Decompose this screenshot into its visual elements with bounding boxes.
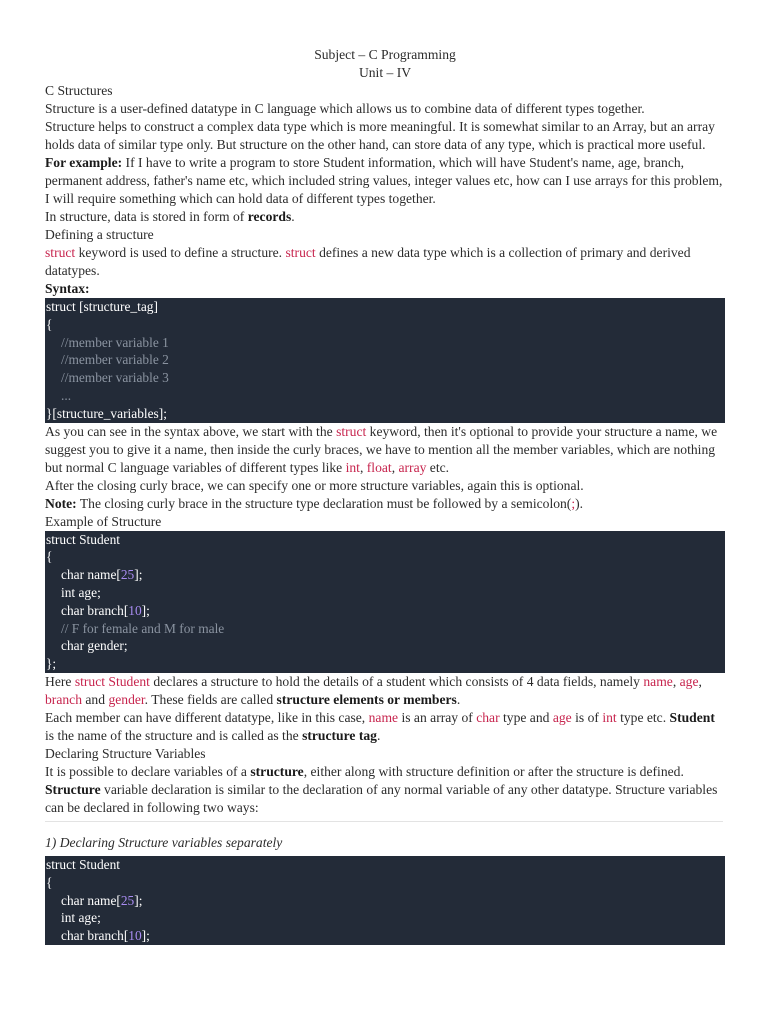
intro-paragraph-1: Structure is a user-defined datatype in C language which allows us to combine data of different types together. [45,101,645,116]
code-block-separate: struct Student { char name[25]; int age; char branch[10]; [45,856,725,945]
document-header [45,46,725,82]
members-paragraph: Here struct Student declares a structure to hold the details of a student which consists of 4 data fields, namely name, age, branch and gender. These fields are called structure elements or members. [45,673,702,707]
section-title: C Structures [45,83,113,98]
datatype-paragraph: Each member can have different datatype, like in this case, name is an array of char type and age is of int type etc. Student is the name of the structure and is called as the structure tag. [45,709,715,743]
subject-line: Subject – C Programming [314,47,456,62]
intro-paragraph-2: Structure helps to construct a complex data type which is more meaningful. It is somewhat similar to an Array, but an array holds data of similar type only. But structure on the other hand, can store data of any type, which is practical more useful. [45,119,715,152]
records-paragraph: In structure, data is stored in form of records. [45,209,295,224]
example-label: For example: [45,155,123,170]
variables-paragraph: After the closing curly brace, we can specify one or more structure variables, again this is optional. [45,477,584,493]
subheading-separately: 1) Declaring Structure variables separately [45,834,283,850]
declaring-paragraph: It is possible to declare variables of a structure, either along with structure definition or after the structure is defined. Structure variable declaration is similar to the declaration of any normal variable of any other datatype. Structure variables can be declared in following two ways: [45,763,718,815]
note-paragraph: Note: The closing curly brace in the structure type declaration must be followed by a semicolon(;). [45,495,584,511]
unit-line: Unit – IV [358,65,412,80]
syntax-label: Syntax: [45,281,90,296]
example-paragraph: For example: If I have to write a program to store Student information, which will have Student's name, age, branch, permanent address, father's name etc, which included string values, integer values etc, how can I use arrays for this problem, I will require something which can hold data of different types together. [45,155,723,206]
example-heading: Example of Structure [45,513,162,529]
define-paragraph: struct keyword is used to define a structure. struct defines a new data type which is a collection of primary and derived datatypes. [45,245,691,278]
code-block-example: struct Student { char name[25]; int age; char branch[10]; // F for female and M for male char gender; }; [45,531,725,673]
code-block-syntax: struct [structure_tag] { //member variable 1 //member variable 2 //member variable 3 ... }[structure_variables]; [45,298,725,423]
syntax-explanation: As you can see in the syntax above, we start with the struct keyword, then it's optional to provide your structure a name, we suggest you to give it a name, then inside the curly braces, we have to mention all the member variables, which are nothing but normal C language variables of different types like int, float, array etc. [45,423,718,475]
declaring-heading: Declaring Structure Variables [45,745,206,761]
document-page [45,46,725,945]
horizontal-divider [45,821,723,822]
defining-heading: Defining a structure [45,227,154,242]
